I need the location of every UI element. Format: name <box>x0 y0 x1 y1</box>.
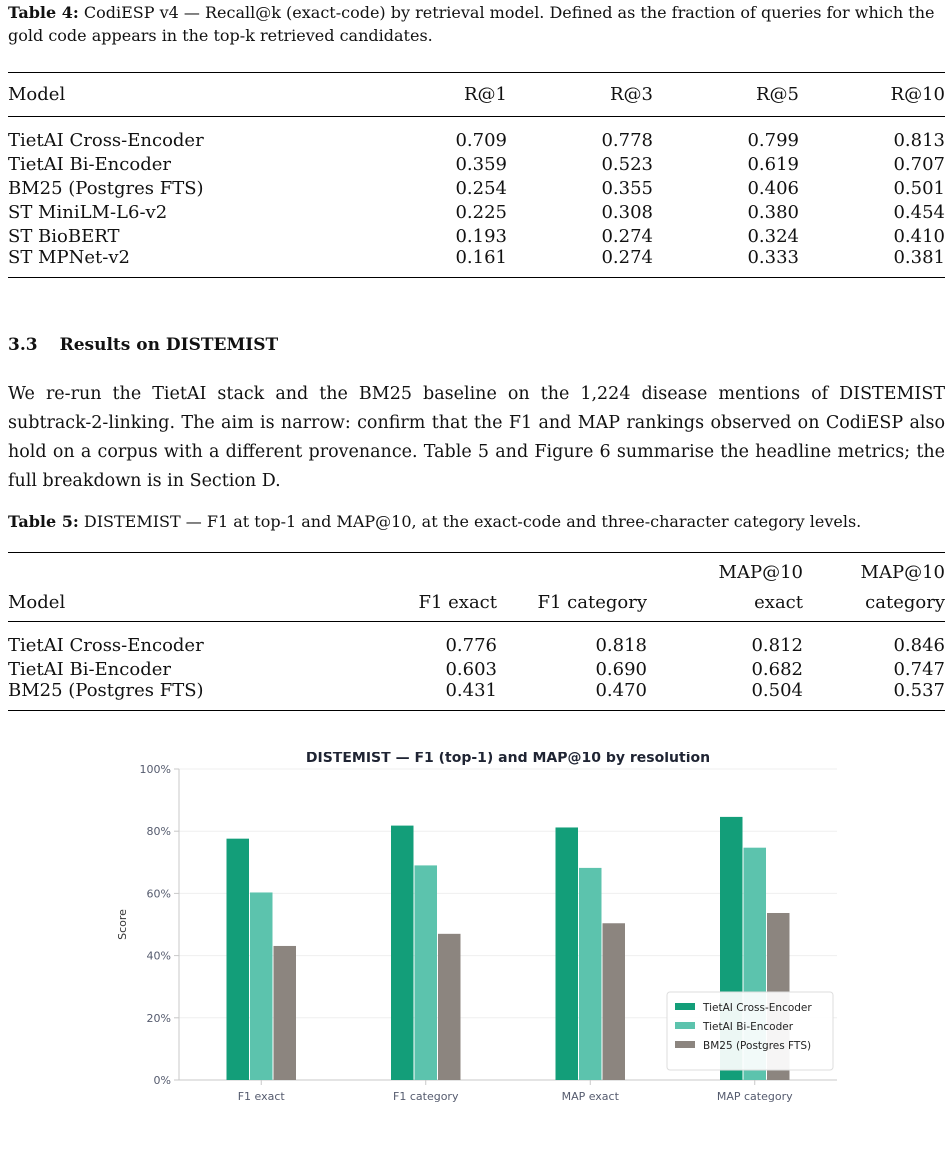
bar <box>250 892 273 1080</box>
y-tick-label: 60% <box>146 887 171 901</box>
bar <box>603 923 626 1080</box>
table4-cell-model: BM25 (Postgres FTS) <box>8 178 204 199</box>
bar <box>391 826 414 1080</box>
table4-cell-value: 0.619 <box>747 154 799 175</box>
table5-header-top-3: MAP@10 <box>718 562 803 583</box>
table4-cell-value: 0.333 <box>747 247 799 268</box>
table5-header-f1-category: F1 category <box>537 591 647 613</box>
table5-caption <box>8 510 945 533</box>
table4-caption <box>8 1 945 47</box>
table4-cell-value: 0.799 <box>747 130 799 151</box>
table5-cell-model: TietAI Cross-Encoder <box>8 635 204 656</box>
bar <box>415 865 438 1080</box>
section-number: 3.3 <box>8 335 38 355</box>
table4-cell-value: 0.707 <box>893 154 945 175</box>
y-tick-label: 80% <box>146 825 171 839</box>
table5-header-map-exact: exact <box>754 591 803 613</box>
legend-label: BM25 (Postgres FTS) <box>703 1040 812 1052</box>
table5-header-top-2 <box>497 553 647 584</box>
table4-cell-model: ST MPNet-v2 <box>8 247 130 268</box>
table4-cell-value: 0.161 <box>455 247 507 268</box>
table4-row <box>8 117 945 152</box>
bar <box>556 827 579 1080</box>
table5-caption-text: DISTEMIST — F1 at top-1 and MAP@10, at the exact-code and three-character category levels. <box>83 512 862 531</box>
table5-cell-value: 0.747 <box>893 659 945 680</box>
table4-cell-value: 0.193 <box>455 226 507 247</box>
table4-cell-value: 0.254 <box>455 178 507 199</box>
table5-cell-value: 0.812 <box>751 635 803 656</box>
x-tick-label: MAP category <box>716 1090 793 1103</box>
table5-header-row-top <box>8 553 945 584</box>
table5-cell-model: TietAI Bi-Encoder <box>8 659 171 680</box>
table4-row <box>8 223 945 247</box>
table4-cell-model: ST MiniLM-L6-v2 <box>8 202 168 223</box>
table4-row <box>8 151 945 175</box>
bar <box>227 839 250 1080</box>
table4-cell-value: 0.523 <box>601 154 653 175</box>
table4-header-r5: R@5 <box>755 84 799 105</box>
table5-row <box>8 680 945 711</box>
table4-cell-value: 0.406 <box>747 178 799 199</box>
table5-header-f1-exact: F1 exact <box>418 591 497 613</box>
table4-cell-model: ST BioBERT <box>8 226 120 247</box>
y-tick-label: 100% <box>139 763 171 776</box>
legend-swatch <box>675 1041 695 1048</box>
section-title: Results on DISTEMIST <box>59 335 279 355</box>
table5-cell-value: 0.603 <box>445 659 497 680</box>
table4-row <box>8 247 945 278</box>
legend-swatch <box>675 1003 695 1010</box>
legend-label: TietAI Cross-Encoder <box>703 1002 812 1014</box>
table5-cell-value: 0.537 <box>893 680 945 701</box>
table4-cell-value: 0.454 <box>893 202 945 223</box>
table5-cell-value: 0.504 <box>751 680 803 701</box>
table5-cell-value: 0.818 <box>595 635 647 656</box>
table4-cell-value: 0.380 <box>747 202 799 223</box>
table5-cell-value: 0.690 <box>595 659 647 680</box>
bar <box>579 868 602 1080</box>
table5-header-row <box>8 583 945 622</box>
table4-row <box>8 199 945 223</box>
table5-header-map-category: category <box>865 591 945 613</box>
y-axis-label: Score <box>116 909 129 940</box>
section-heading <box>8 335 278 355</box>
table5-header-model: Model <box>8 591 66 613</box>
table4-header-model: Model <box>8 84 66 105</box>
table4-cell-value: 0.381 <box>893 247 945 268</box>
table4 <box>8 72 945 278</box>
table5-cell-value: 0.431 <box>445 680 497 701</box>
table4-cell-value: 0.225 <box>455 202 507 223</box>
table4-cell-model: TietAI Bi-Encoder <box>8 154 171 175</box>
table5-row <box>8 656 945 680</box>
table4-header-row <box>8 73 945 117</box>
chart-title: DISTEMIST — F1 (top-1) and MAP@10 by resolution <box>305 752 711 766</box>
table5-cell-value: 0.846 <box>893 635 945 656</box>
bar <box>274 946 297 1080</box>
table5-row <box>8 622 945 657</box>
y-tick-label: 0% <box>153 1074 171 1087</box>
table5-header-top-0 <box>8 553 347 584</box>
table4-cell-value: 0.355 <box>601 178 653 199</box>
table4-row <box>8 175 945 199</box>
y-tick-label: 40% <box>146 949 171 963</box>
table4-cell-value: 0.274 <box>601 226 653 247</box>
table4-cell-value: 0.359 <box>455 154 507 175</box>
x-tick-label: F1 category <box>393 1090 459 1103</box>
table4-label: Table 4: <box>8 3 79 22</box>
table5-cell-value: 0.682 <box>751 659 803 680</box>
legend-swatch <box>675 1022 695 1029</box>
y-tick-label: 20% <box>146 1011 171 1025</box>
legend-label: TietAI Bi-Encoder <box>703 1021 794 1033</box>
table5 <box>8 552 945 711</box>
table4-cell-value: 0.324 <box>747 226 799 247</box>
table5-header-top-4: MAP@10 <box>860 562 945 583</box>
table4-cell-value: 0.778 <box>601 130 653 151</box>
table4-cell-model: TietAI Cross-Encoder <box>8 130 204 151</box>
table4-caption-text: CodiESP v4 — Recall@k (exact-code) by retrieval model. Defined as the fraction of queries for which the gold code appears in the top-k retrieved candidates. <box>8 3 935 45</box>
table4-cell-value: 0.709 <box>455 130 507 151</box>
table4-cell-value: 0.813 <box>893 130 945 151</box>
table4-header-r3: R@3 <box>609 84 653 105</box>
table5-label: Table 5: <box>8 512 79 531</box>
x-tick-label: MAP exact <box>561 1090 619 1103</box>
table4-header-r1: R@1 <box>463 84 507 105</box>
table4-cell-value: 0.501 <box>893 178 945 199</box>
section-paragraph: We re-run the TietAI stack and the BM25 baseline on the 1,224 disease mentions of DISTEMIST subtrack-2-linking. The aim is narrow: confirm that the F1 and MAP rankings observed on CodiESP also hold on a corpus with a different provenance. Table 5 and Figure 6 summarise the headline metrics; the full breakdown is in Section D. <box>8 384 945 491</box>
x-tick-label: F1 exact <box>237 1090 285 1103</box>
figure6-chart <box>0 752 951 1172</box>
table4-cell-value: 0.308 <box>601 202 653 223</box>
table4-cell-value: 0.274 <box>601 247 653 268</box>
bar <box>438 934 461 1080</box>
table4-cell-value: 0.410 <box>893 226 945 247</box>
table4-header-r10: R@10 <box>890 84 945 105</box>
table5-cell-value: 0.470 <box>595 680 647 701</box>
table5-cell-value: 0.776 <box>445 635 497 656</box>
table5-cell-model: BM25 (Postgres FTS) <box>8 680 204 701</box>
table5-header-top-1 <box>347 553 497 584</box>
